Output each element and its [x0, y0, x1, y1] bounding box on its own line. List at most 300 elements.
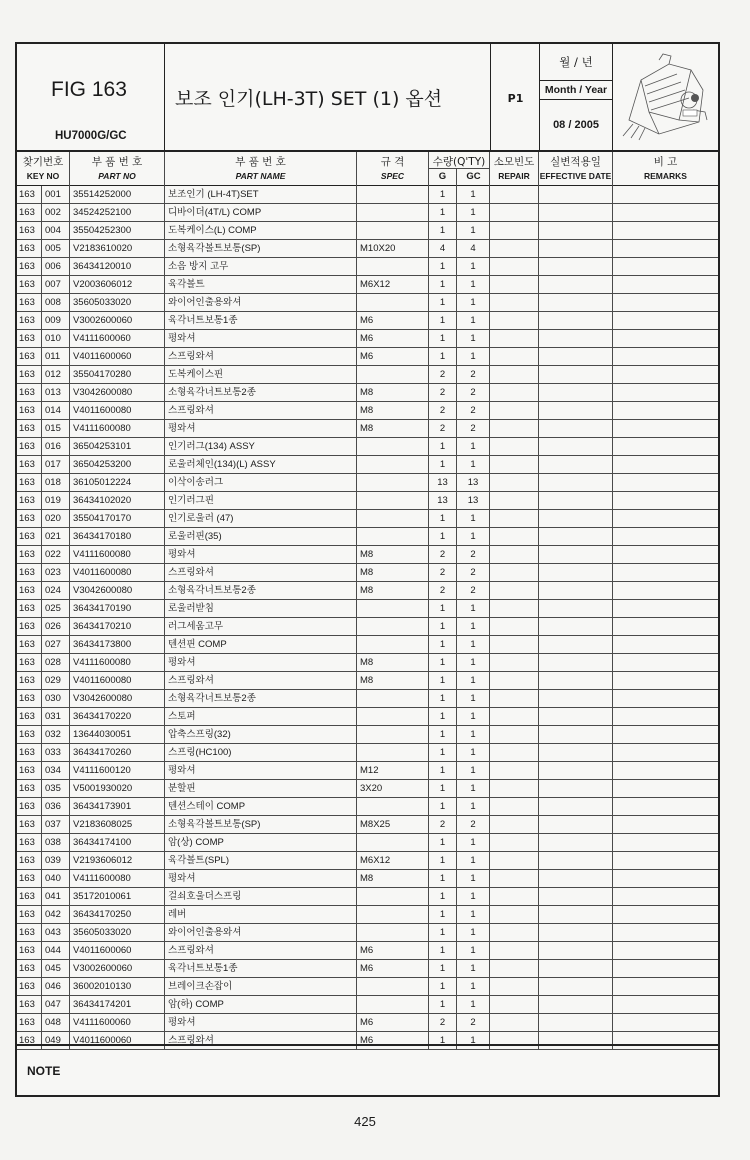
- part-name-cell: 스프링와셔: [165, 402, 357, 420]
- qty-g-cell: 1: [429, 762, 457, 780]
- effective-date-cell: [539, 942, 613, 960]
- part-name-cell: 스프링와셔: [165, 672, 357, 690]
- remarks-cell: [613, 780, 718, 798]
- key-cell: 023: [42, 564, 70, 582]
- parts-sheet: [15, 42, 720, 1097]
- qty-gc-cell: 1: [457, 510, 490, 528]
- fig-cell: 163: [17, 276, 42, 294]
- fig-cell: 163: [17, 312, 42, 330]
- spec-cell: [357, 204, 429, 222]
- remarks-cell: [613, 816, 718, 834]
- remarks-cell: [613, 762, 718, 780]
- remarks-cell: [613, 744, 718, 762]
- part-name-cell: 이삭이송러그: [165, 474, 357, 492]
- key-cell: 031: [42, 708, 70, 726]
- qty-gc-cell: 1: [457, 708, 490, 726]
- repair-cell: [490, 654, 539, 672]
- part-name-cell: 와이어인출용와셔: [165, 924, 357, 942]
- fig-cell: 163: [17, 852, 42, 870]
- qty-gc-cell: 2: [457, 384, 490, 402]
- col-qty: 수량(Q'TY) G GC: [429, 152, 490, 186]
- qty-g-cell: 1: [429, 1032, 457, 1050]
- note-label: NOTE: [27, 1064, 61, 1078]
- effective-date-cell: [539, 528, 613, 546]
- table-row: [17, 276, 718, 294]
- sheet-header: [17, 44, 718, 152]
- qty-gc-cell: 1: [457, 960, 490, 978]
- col-part-no: 부 품 번 호 PART NO: [70, 152, 165, 186]
- table-row: [17, 726, 718, 744]
- part-name-cell: 소형육각너트보통2종: [165, 690, 357, 708]
- part-no-cell: V4111600060: [70, 330, 165, 348]
- qty-gc-cell: 1: [457, 186, 490, 204]
- spec-cell: M6X12: [357, 276, 429, 294]
- part-name-cell: 암(하) COMP: [165, 996, 357, 1014]
- qty-g-cell: 1: [429, 834, 457, 852]
- repair-cell: [490, 348, 539, 366]
- spec-cell: [357, 474, 429, 492]
- key-cell: 006: [42, 258, 70, 276]
- effective-date-cell: [539, 330, 613, 348]
- spec-cell: 3X20: [357, 780, 429, 798]
- table-row: [17, 852, 718, 870]
- qty-gc-cell: 1: [457, 294, 490, 312]
- key-cell: 024: [42, 582, 70, 600]
- qty-gc-cell: 1: [457, 222, 490, 240]
- table-row: [17, 456, 718, 474]
- effective-date-cell: [539, 690, 613, 708]
- remarks-cell: [613, 942, 718, 960]
- table-row: [17, 492, 718, 510]
- table-row: [17, 780, 718, 798]
- qty-g-cell: 1: [429, 690, 457, 708]
- key-cell: 044: [42, 942, 70, 960]
- table-row: [17, 798, 718, 816]
- qty-g-cell: 1: [429, 276, 457, 294]
- qty-g-cell: 1: [429, 438, 457, 456]
- remarks-cell: [613, 312, 718, 330]
- part-no-cell: 36434170180: [70, 528, 165, 546]
- part-no-cell: V5001930020: [70, 780, 165, 798]
- key-cell: 017: [42, 456, 70, 474]
- part-name-cell: 평와셔: [165, 1014, 357, 1032]
- qty-gc-cell: 1: [457, 780, 490, 798]
- qty-gc-cell: 1: [457, 870, 490, 888]
- table-body: [17, 186, 718, 1050]
- key-cell: 028: [42, 654, 70, 672]
- key-cell: 038: [42, 834, 70, 852]
- fig-cell: 163: [17, 636, 42, 654]
- table-row: [17, 402, 718, 420]
- qty-gc-cell: 1: [457, 618, 490, 636]
- repair-cell: [490, 726, 539, 744]
- qty-gc-cell: 1: [457, 654, 490, 672]
- spec-cell: [357, 636, 429, 654]
- part-no-cell: V3002600060: [70, 960, 165, 978]
- spec-cell: [357, 906, 429, 924]
- repair-cell: [490, 1014, 539, 1032]
- remarks-cell: [613, 420, 718, 438]
- spec-cell: [357, 834, 429, 852]
- qty-gc-cell: 2: [457, 564, 490, 582]
- key-cell: 045: [42, 960, 70, 978]
- repair-cell: [490, 330, 539, 348]
- key-cell: 010: [42, 330, 70, 348]
- remarks-cell: [613, 654, 718, 672]
- qty-g-cell: 1: [429, 978, 457, 996]
- qty-g-cell: 1: [429, 600, 457, 618]
- remarks-cell: [613, 510, 718, 528]
- table-row: [17, 312, 718, 330]
- repair-cell: [490, 780, 539, 798]
- repair-cell: [490, 474, 539, 492]
- part-name-cell: 소형육각볼트보통(SP): [165, 240, 357, 258]
- part-no-cell: V4111600120: [70, 762, 165, 780]
- table-row: [17, 888, 718, 906]
- part-no-cell: 36504253101: [70, 438, 165, 456]
- qty-g-cell: 4: [429, 240, 457, 258]
- qty-g-cell: 1: [429, 204, 457, 222]
- repair-cell: [490, 312, 539, 330]
- qty-gc-cell: 1: [457, 762, 490, 780]
- remarks-cell: [613, 924, 718, 942]
- part-no-cell: 36434173901: [70, 798, 165, 816]
- repair-cell: [490, 564, 539, 582]
- qty-gc-cell: 1: [457, 906, 490, 924]
- effective-date-cell: [539, 222, 613, 240]
- table-header: [17, 152, 718, 186]
- part-name-cell: 분할핀: [165, 780, 357, 798]
- part-no-cell: V4111600060: [70, 1014, 165, 1032]
- remarks-cell: [613, 870, 718, 888]
- table-row: [17, 636, 718, 654]
- qty-g-cell: 1: [429, 852, 457, 870]
- repair-cell: [490, 618, 539, 636]
- part-name-cell: 평와셔: [165, 420, 357, 438]
- qty-g-cell: 1: [429, 870, 457, 888]
- table-row: [17, 690, 718, 708]
- qty-gc-cell: 1: [457, 636, 490, 654]
- qty-g-cell: 1: [429, 924, 457, 942]
- part-name-cell: 소형육각너트보통2종: [165, 582, 357, 600]
- repair-cell: [490, 888, 539, 906]
- part-name-cell: 레버: [165, 906, 357, 924]
- qty-gc-cell: 4: [457, 240, 490, 258]
- date-value: 08 / 2005: [553, 119, 599, 131]
- part-no-cell: V4111600080: [70, 420, 165, 438]
- part-name-cell: 텐션스테이 COMP: [165, 798, 357, 816]
- spec-cell: M8: [357, 654, 429, 672]
- fig-cell: 163: [17, 762, 42, 780]
- part-name-cell: 브레이크손잡이: [165, 978, 357, 996]
- table-row: [17, 708, 718, 726]
- spec-cell: M8: [357, 870, 429, 888]
- key-cell: 043: [42, 924, 70, 942]
- key-cell: 041: [42, 888, 70, 906]
- effective-date-cell: [539, 420, 613, 438]
- remarks-cell: [613, 240, 718, 258]
- table-row: [17, 546, 718, 564]
- part-name-cell: 평와셔: [165, 870, 357, 888]
- part-no-cell: 35504252300: [70, 222, 165, 240]
- table-row: [17, 978, 718, 996]
- qty-g-cell: 1: [429, 510, 457, 528]
- qty-g-cell: 2: [429, 402, 457, 420]
- spec-cell: M6: [357, 960, 429, 978]
- effective-date-cell: [539, 492, 613, 510]
- fig-cell: 163: [17, 384, 42, 402]
- remarks-cell: [613, 276, 718, 294]
- qty-g-cell: 1: [429, 654, 457, 672]
- part-no-cell: V2003606012: [70, 276, 165, 294]
- remarks-cell: [613, 798, 718, 816]
- fig-cell: 163: [17, 654, 42, 672]
- repair-cell: [490, 222, 539, 240]
- qty-g-cell: 1: [429, 942, 457, 960]
- table-row: [17, 654, 718, 672]
- part-no-cell: 36504253200: [70, 456, 165, 474]
- fig-cell: 163: [17, 222, 42, 240]
- fig-cell: 163: [17, 816, 42, 834]
- fig-cell: 163: [17, 438, 42, 456]
- part-name-cell: 평와셔: [165, 330, 357, 348]
- table-row: [17, 366, 718, 384]
- qty-gc-cell: 13: [457, 492, 490, 510]
- table-row: [17, 564, 718, 582]
- qty-g-cell: 1: [429, 726, 457, 744]
- spec-cell: [357, 510, 429, 528]
- col-key: 찾기번호 KEY NO: [17, 152, 70, 186]
- effective-date-cell: [539, 654, 613, 672]
- part-no-cell: V3042600080: [70, 384, 165, 402]
- part-no-cell: V4011600080: [70, 402, 165, 420]
- fig-cell: 163: [17, 708, 42, 726]
- table-row: [17, 294, 718, 312]
- qty-gc-cell: 1: [457, 924, 490, 942]
- effective-date-cell: [539, 546, 613, 564]
- key-cell: 001: [42, 186, 70, 204]
- part-name-cell: 로울러체인(134)(L) ASSY: [165, 456, 357, 474]
- spec-cell: M6: [357, 942, 429, 960]
- figure-cell: [17, 44, 165, 150]
- remarks-cell: [613, 690, 718, 708]
- effective-date-cell: [539, 600, 613, 618]
- table-row: [17, 510, 718, 528]
- effective-date-cell: [539, 276, 613, 294]
- effective-date-cell: [539, 780, 613, 798]
- remarks-cell: [613, 330, 718, 348]
- fig-cell: 163: [17, 204, 42, 222]
- repair-cell: [490, 582, 539, 600]
- repair-cell: [490, 798, 539, 816]
- spec-cell: [357, 744, 429, 762]
- qty-g-cell: 1: [429, 798, 457, 816]
- qty-gc-cell: 1: [457, 438, 490, 456]
- qty-g-cell: 1: [429, 780, 457, 798]
- fig-cell: 163: [17, 492, 42, 510]
- key-cell: 026: [42, 618, 70, 636]
- key-cell: 034: [42, 762, 70, 780]
- qty-g-cell: 2: [429, 564, 457, 582]
- qty-g-cell: 2: [429, 384, 457, 402]
- spec-cell: M8: [357, 582, 429, 600]
- fig-cell: 163: [17, 456, 42, 474]
- part-name-cell: 인기러그핀: [165, 492, 357, 510]
- table-row: [17, 384, 718, 402]
- table-row: [17, 618, 718, 636]
- part-no-cell: 36002010130: [70, 978, 165, 996]
- key-cell: 015: [42, 420, 70, 438]
- effective-date-cell: [539, 834, 613, 852]
- qty-g-cell: 2: [429, 546, 457, 564]
- part-no-cell: V4011600080: [70, 564, 165, 582]
- key-cell: 012: [42, 366, 70, 384]
- date-label-kr: 월 / 년: [559, 55, 593, 69]
- remarks-cell: [613, 294, 718, 312]
- qty-gc-cell: 1: [457, 690, 490, 708]
- key-cell: 042: [42, 906, 70, 924]
- remarks-cell: [613, 402, 718, 420]
- part-name-cell: 스프링와셔: [165, 1032, 357, 1050]
- repair-cell: [490, 600, 539, 618]
- fig-cell: 163: [17, 942, 42, 960]
- qty-gc-cell: 1: [457, 600, 490, 618]
- fig-cell: 163: [17, 510, 42, 528]
- part-name-cell: 걸쇠호울더스프링: [165, 888, 357, 906]
- part-no-cell: V4011600080: [70, 672, 165, 690]
- key-cell: 032: [42, 726, 70, 744]
- remarks-cell: [613, 1014, 718, 1032]
- page-title: 보조 인기(LH-3T) SET (1) 옵션: [175, 88, 443, 110]
- table-row: [17, 348, 718, 366]
- qty-g-cell: 1: [429, 672, 457, 690]
- qty-g-cell: 2: [429, 366, 457, 384]
- spec-cell: M8: [357, 420, 429, 438]
- part-no-cell: V4011600060: [70, 1032, 165, 1050]
- repair-cell: [490, 744, 539, 762]
- col-effective-date: 실변적용일 EFFECTIVE DATE: [539, 152, 613, 186]
- effective-date-cell: [539, 762, 613, 780]
- key-cell: 047: [42, 996, 70, 1014]
- qty-gc-cell: 1: [457, 204, 490, 222]
- part-name-cell: 암(상) COMP: [165, 834, 357, 852]
- repair-cell: [490, 834, 539, 852]
- date-label-en: Month / Year: [544, 84, 608, 96]
- spec-cell: [357, 456, 429, 474]
- key-cell: 021: [42, 528, 70, 546]
- remarks-cell: [613, 222, 718, 240]
- qty-gc-cell: 1: [457, 996, 490, 1014]
- repair-cell: [490, 546, 539, 564]
- table-row: [17, 420, 718, 438]
- title-cell: [165, 44, 491, 150]
- spec-cell: M8: [357, 546, 429, 564]
- effective-date-cell: [539, 456, 613, 474]
- table-row: [17, 744, 718, 762]
- key-cell: 005: [42, 240, 70, 258]
- repair-cell: [490, 924, 539, 942]
- effective-date-cell: [539, 348, 613, 366]
- spec-cell: M10X20: [357, 240, 429, 258]
- repair-cell: [490, 852, 539, 870]
- effective-date-cell: [539, 204, 613, 222]
- table-row: [17, 960, 718, 978]
- part-no-cell: V2193606012: [70, 852, 165, 870]
- part-name-cell: 압축스프링(32): [165, 726, 357, 744]
- spec-cell: M6: [357, 348, 429, 366]
- part-no-cell: 36434174100: [70, 834, 165, 852]
- part-name-cell: 러그세움고무: [165, 618, 357, 636]
- key-cell: 037: [42, 816, 70, 834]
- part-name-cell: 와이어인출용와셔: [165, 294, 357, 312]
- fig-cell: 163: [17, 780, 42, 798]
- key-cell: 002: [42, 204, 70, 222]
- key-cell: 033: [42, 744, 70, 762]
- fig-cell: 163: [17, 924, 42, 942]
- key-cell: 014: [42, 402, 70, 420]
- qty-gc-cell: 1: [457, 852, 490, 870]
- repair-cell: [490, 384, 539, 402]
- part-no-cell: 36434170260: [70, 744, 165, 762]
- fig-cell: 163: [17, 564, 42, 582]
- effective-date-cell: [539, 798, 613, 816]
- key-cell: 036: [42, 798, 70, 816]
- key-cell: 046: [42, 978, 70, 996]
- fig-cell: 163: [17, 348, 42, 366]
- part-name-cell: 도복케이스(L) COMP: [165, 222, 357, 240]
- repair-cell: [490, 942, 539, 960]
- qty-gc-cell: 1: [457, 744, 490, 762]
- table-row: [17, 870, 718, 888]
- fig-cell: 163: [17, 330, 42, 348]
- qty-gc-cell: 1: [457, 258, 490, 276]
- effective-date-cell: [539, 402, 613, 420]
- effective-date-cell: [539, 564, 613, 582]
- part-no-cell: 13644030051: [70, 726, 165, 744]
- qty-g-cell: 1: [429, 258, 457, 276]
- repair-cell: [490, 456, 539, 474]
- remarks-cell: [613, 474, 718, 492]
- key-cell: 048: [42, 1014, 70, 1032]
- spec-cell: [357, 366, 429, 384]
- repair-cell: [490, 186, 539, 204]
- part-no-cell: 36434170220: [70, 708, 165, 726]
- repair-cell: [490, 402, 539, 420]
- part-name-cell: 로울러받침: [165, 600, 357, 618]
- qty-gc-cell: 2: [457, 1014, 490, 1032]
- spec-cell: [357, 222, 429, 240]
- spec-cell: [357, 708, 429, 726]
- remarks-cell: [613, 348, 718, 366]
- fig-cell: 163: [17, 996, 42, 1014]
- remarks-cell: [613, 456, 718, 474]
- part-no-cell: V4111600080: [70, 546, 165, 564]
- remarks-cell: [613, 582, 718, 600]
- remarks-cell: [613, 636, 718, 654]
- fig-cell: 163: [17, 366, 42, 384]
- key-cell: 030: [42, 690, 70, 708]
- part-no-cell: 35504170280: [70, 366, 165, 384]
- spec-cell: [357, 438, 429, 456]
- remarks-cell: [613, 852, 718, 870]
- table-row: [17, 330, 718, 348]
- qty-g-cell: 1: [429, 636, 457, 654]
- remarks-cell: [613, 366, 718, 384]
- part-no-cell: 35605033020: [70, 294, 165, 312]
- remarks-cell: [613, 708, 718, 726]
- qty-g-cell: 1: [429, 960, 457, 978]
- note-section: [17, 1044, 718, 1095]
